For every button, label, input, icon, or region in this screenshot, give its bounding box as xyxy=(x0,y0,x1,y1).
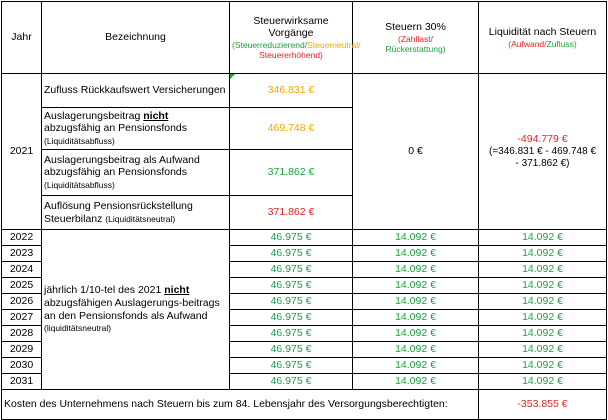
steuern-value: 14.092 € xyxy=(353,310,479,326)
row-label-note: (Liquiditätsabfluss) xyxy=(44,179,115,190)
row-label-text: Auslagerungsbeitrag als Aufwand abzugsfähig an Pensionsfonds xyxy=(44,153,200,179)
row-label: Zufluss Rückkaufswert Versicherungen xyxy=(42,74,230,108)
row-label-note: (Liquiditätsneutral) xyxy=(105,213,176,224)
year-cell: 2030 xyxy=(2,358,42,374)
row-label-note: (Liquiditätsabfluss) xyxy=(44,135,115,146)
row-label-post: abzugsfähig an Pensionsfonds xyxy=(44,122,188,135)
footer-row xyxy=(2,390,607,420)
yearly-label-post: abzugsfähigen Auslagerungs-beitrags an den Pensionsfonds als Aufwand xyxy=(44,296,220,322)
row-label-text: Auflösung Pensionsrückstellung Steuerbilanz xyxy=(44,199,193,225)
liquiditaet-2021 xyxy=(479,74,607,230)
legend-erstattung: Rückerstattung) xyxy=(385,43,446,54)
liq-value: 14.092 € xyxy=(479,230,607,246)
steuer-value: 46.975 € xyxy=(230,278,353,294)
row-label xyxy=(42,108,230,150)
header-bezeichnung: Bezeichnung xyxy=(42,2,230,74)
steuer-value: 469.748 € xyxy=(230,108,353,150)
table-row xyxy=(2,230,607,246)
row-label xyxy=(42,196,230,230)
header-liq-title: Liquidität nach Steuern xyxy=(488,26,597,39)
liq-value: 14.092 € xyxy=(479,278,607,294)
liq-value-2021: -494.779 € xyxy=(517,133,568,146)
liq-value: 14.092 € xyxy=(479,358,607,374)
legend-neutral: Steuerneutral/ xyxy=(307,39,361,50)
steuer-value: 46.975 € xyxy=(230,326,353,342)
steuer-value: 46.975 € xyxy=(230,294,353,310)
row-label-pre: Auslagerungsbeitrag xyxy=(44,109,144,122)
liq-value: 14.092 € xyxy=(479,246,607,262)
yearly-label-note: (liquiditätsneutral) xyxy=(44,323,112,334)
steuern-value: 14.092 € xyxy=(353,246,479,262)
header-steuer-title: Steuerwirksame Vorgänge xyxy=(253,14,329,40)
header-row xyxy=(2,2,607,74)
legend-zufluss: Zufluss) xyxy=(546,38,577,49)
liq-calc-line-2: - 371.862 €) xyxy=(515,157,570,169)
liq-value: 14.092 € xyxy=(479,294,607,310)
legend-erhoehend: Steuererhöhend) xyxy=(259,50,323,61)
row-label xyxy=(42,150,230,196)
yearly-description xyxy=(42,230,230,390)
liq-value: 14.092 € xyxy=(479,326,607,342)
steuer-value: 46.975 € xyxy=(230,230,353,246)
header-steuern-legend xyxy=(355,34,476,54)
tax-table xyxy=(1,1,607,420)
year-cell: 2024 xyxy=(2,262,42,278)
steuern-value: 14.092 € xyxy=(353,374,479,390)
yearly-label-pre: jährlich 1/10-tel des 2021 xyxy=(44,284,165,297)
header-steuern xyxy=(353,2,479,74)
legend-zahllast: (Zahllast/ xyxy=(398,33,433,44)
liq-value: 14.092 € xyxy=(479,262,607,278)
steuern-2021: 0 € xyxy=(353,74,479,230)
steuern-value: 14.092 € xyxy=(353,342,479,358)
year-cell: 2028 xyxy=(2,326,42,342)
year-cell: 2031 xyxy=(2,374,42,390)
header-steuer-legend xyxy=(232,39,361,61)
header-liquiditaet xyxy=(479,2,607,74)
header-liq-legend xyxy=(481,39,604,49)
steuern-value: 14.092 € xyxy=(353,294,479,310)
year-cell: 2026 xyxy=(2,294,42,310)
year-cell: 2027 xyxy=(2,310,42,326)
steuern-value: 14.092 € xyxy=(353,230,479,246)
steuer-value: 371.862 € xyxy=(230,150,353,196)
steuer-value: 46.975 € xyxy=(230,358,353,374)
liq-value: 14.092 € xyxy=(479,310,607,326)
year-cell: 2025 xyxy=(2,278,42,294)
year-cell: 2022 xyxy=(2,230,42,246)
legend-reduzierend: (Steuerreduzierend/ xyxy=(232,39,308,50)
table-row xyxy=(2,74,607,108)
steuern-value: 14.092 € xyxy=(353,278,479,294)
steuer-value: 46.975 € xyxy=(230,374,353,390)
footer-label: Kosten des Unternehmens nach Steuern bis zum 84. Lebensjahr des Versorgungsberechtigten: xyxy=(2,390,479,420)
footer-value: -353.855 € xyxy=(479,390,607,420)
header-steuern-title: Steuern 30% xyxy=(385,21,446,34)
row-label-emphasis: nicht xyxy=(143,109,169,122)
yearly-label-emphasis: nicht xyxy=(164,284,190,297)
steuer-value: 46.975 € xyxy=(230,262,353,278)
year-cell: 2023 xyxy=(2,246,42,262)
header-jahr: Jahr xyxy=(2,2,42,74)
steuern-value: 14.092 € xyxy=(353,326,479,342)
steuer-value: 346.831 € xyxy=(230,74,353,108)
steuern-value: 14.092 € xyxy=(353,262,479,278)
year-cell: 2021 xyxy=(2,74,42,230)
steuer-value: 46.975 € xyxy=(230,342,353,358)
legend-aufwand: (Aufwand/ xyxy=(508,38,547,49)
liq-calc-line-1: (=346.831 € - 469.748 € xyxy=(488,145,597,157)
liq-value: 14.092 € xyxy=(479,374,607,390)
steuer-value: 46.975 € xyxy=(230,246,353,262)
year-cell: 2029 xyxy=(2,342,42,358)
steuer-value: 371.862 € xyxy=(230,196,353,230)
steuer-value: 46.975 € xyxy=(230,310,353,326)
liq-value: 14.092 € xyxy=(479,342,607,358)
steuern-value: 14.092 € xyxy=(353,358,479,374)
header-steuerwirksame xyxy=(230,2,361,74)
